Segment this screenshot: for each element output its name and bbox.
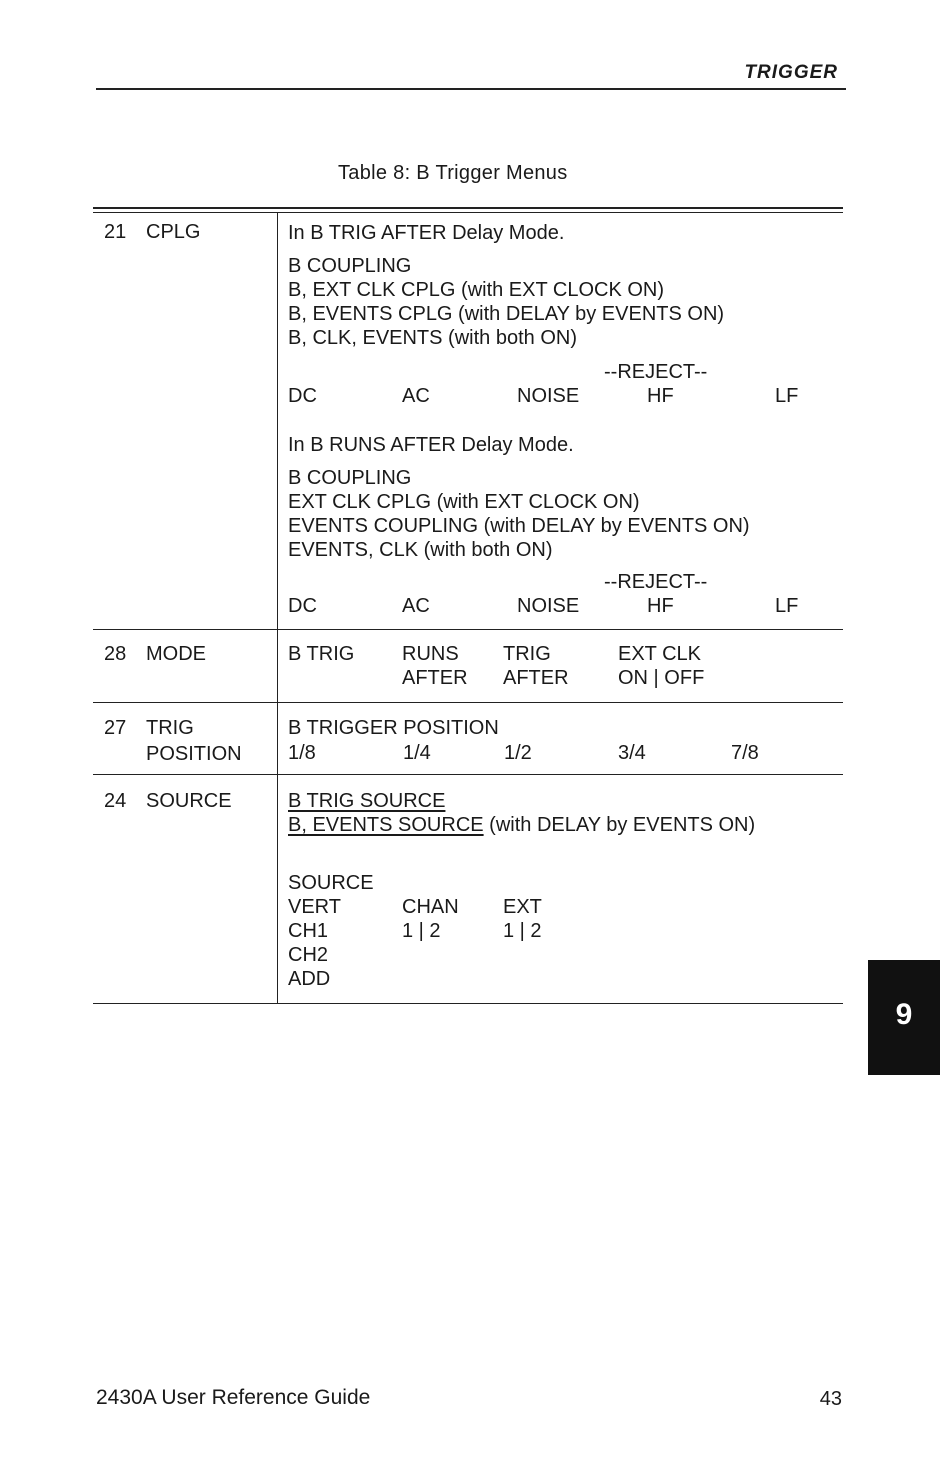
option-label: HF (647, 595, 674, 617)
option-label: LF (775, 385, 799, 407)
delay-mode-heading: In B TRIG AFTER Delay Mode. (288, 222, 565, 244)
menu-line (288, 814, 755, 837)
option-label: VERT (288, 896, 341, 918)
option-label: 7/8 (731, 742, 759, 764)
table-title: Table 8: B Trigger Menus (338, 162, 568, 184)
option-label: RUNS (402, 643, 459, 665)
option-label: DC (288, 595, 317, 617)
reject-label: --REJECT-- (604, 361, 708, 383)
menu-line: B TRIGGER POSITION (288, 717, 499, 739)
option-label: AFTER (402, 667, 468, 689)
delay-mode-heading: In B RUNS AFTER Delay Mode. (288, 434, 574, 456)
menu-line: B, EXT CLK CPLG (with EXT CLOCK ON) (288, 279, 665, 301)
menu-number: 21 (104, 221, 127, 243)
chapter-tab (868, 960, 940, 1075)
menu-line: EXT CLK CPLG (with EXT CLOCK ON) (288, 491, 640, 513)
chapter-number: 9 (895, 998, 913, 1031)
option-label: AFTER (503, 667, 569, 689)
table-bottom-rule (93, 1003, 843, 1004)
option-label: 1 | 2 (503, 920, 542, 942)
table-top-rule-inner (93, 212, 843, 213)
menu-number: 27 (104, 717, 127, 739)
menu-name: CPLG (146, 221, 201, 243)
menu-line: B COUPLING (288, 467, 412, 489)
option-label: TRIG (503, 643, 551, 665)
option-label: 1 | 2 (402, 920, 441, 942)
menu-line: B, CLK, EVENTS (with both ON) (288, 327, 577, 349)
option-label: DC (288, 385, 317, 407)
menu-line-suffix: (with DELAY by EVENTS ON) (483, 814, 756, 836)
footer-guide-title: 2430A User Reference Guide (96, 1386, 371, 1409)
menu-line: B, EVENTS CPLG (with DELAY by EVENTS ON) (288, 303, 725, 325)
running-head: TRIGGER (744, 62, 838, 83)
option-label: CHAN (402, 896, 459, 918)
page-number: 43 (819, 1388, 842, 1410)
option-label: LF (775, 595, 799, 617)
option-label: AC (402, 595, 430, 617)
table-top-rule (93, 207, 843, 209)
menu-name: POSITION (146, 743, 242, 765)
menu-name: MODE (146, 643, 206, 665)
option-label: 3/4 (618, 742, 646, 764)
row-divider (93, 629, 843, 630)
option-label: NOISE (517, 595, 580, 617)
menu-line: EVENTS COUPLING (with DELAY by EVENTS ON) (288, 515, 750, 537)
table-column-divider (277, 212, 278, 1004)
option-label: CH1 (288, 920, 329, 942)
option-label: HF (647, 385, 674, 407)
option-label: AC (402, 385, 430, 407)
row-divider (93, 702, 843, 703)
option-label: 1/2 (504, 742, 532, 764)
menu-name: SOURCE (146, 790, 232, 812)
option-label: NOISE (517, 385, 580, 407)
row-divider (93, 774, 843, 775)
reject-label: --REJECT-- (604, 571, 708, 593)
menu-line: B COUPLING (288, 255, 412, 277)
option-label: ADD (288, 968, 331, 990)
option-label: B TRIG (288, 643, 355, 665)
option-label: EXT (503, 896, 542, 918)
option-label: ON | OFF (618, 667, 705, 689)
option-label: EXT CLK (618, 643, 701, 665)
menu-name: TRIG (146, 717, 194, 739)
menu-line: B TRIG SOURCE (288, 790, 446, 812)
option-label: SOURCE (288, 872, 374, 894)
menu-number: 28 (104, 643, 127, 665)
option-label: CH2 (288, 944, 329, 966)
option-label: 1/4 (403, 742, 431, 764)
menu-line-underlined: B, EVENTS SOURCE (288, 814, 484, 836)
menu-line: EVENTS, CLK (with both ON) (288, 539, 553, 561)
header-rule (96, 88, 846, 90)
option-label: 1/8 (288, 742, 316, 764)
menu-number: 24 (104, 790, 127, 812)
